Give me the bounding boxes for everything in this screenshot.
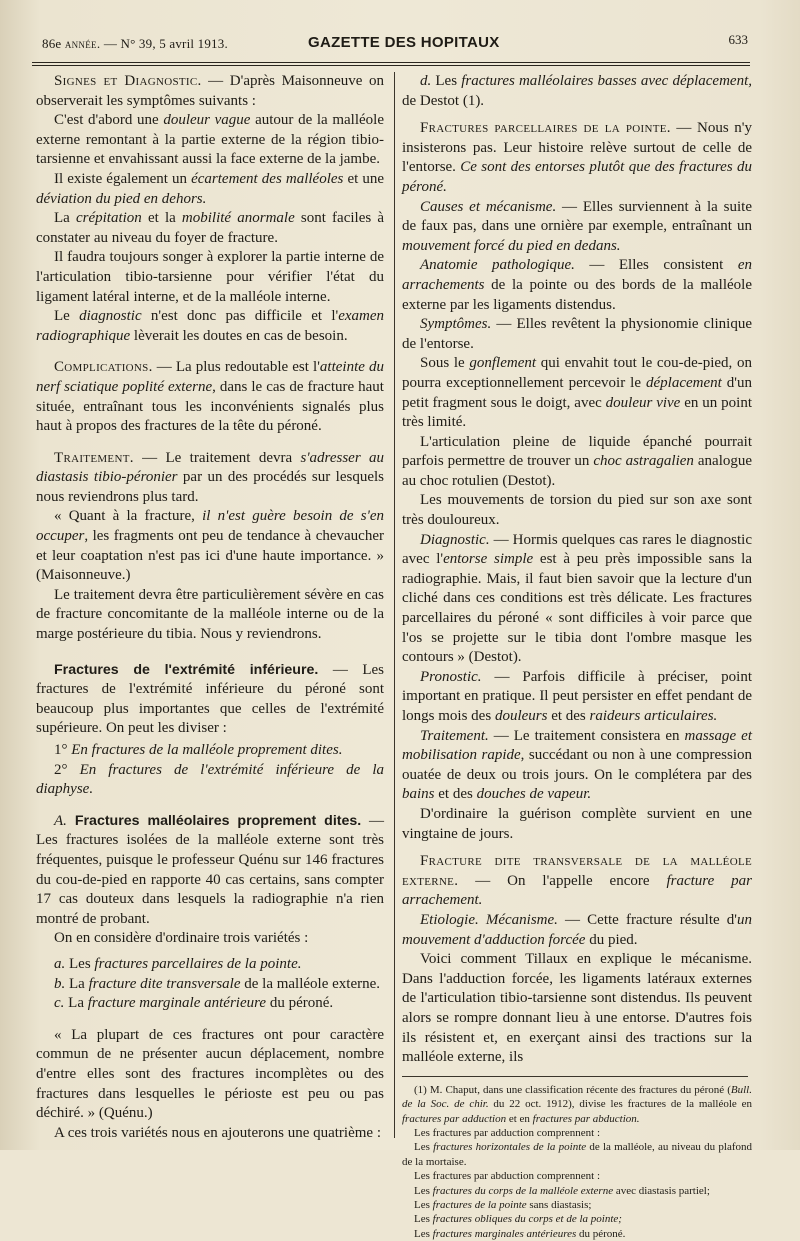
header-rule	[32, 62, 750, 63]
footnote-text: Les fractures par abduction comprennent :	[414, 1170, 601, 1183]
paragraph: Pronostic. — Parfois difficile à préciser, point important en pratique. Il peut persister en effet pendant de longs mois des douleurs et des raideurs articulaires.	[402, 668, 752, 724]
page-number: 633	[728, 32, 748, 47]
paragraph: L'articulation pleine de liquide épanché pourrait parfois permettre de trouver un choc astragalien analogue au choc rotulien (Destot).	[402, 433, 753, 489]
list-item: a. Les fractures parcellaires de la pointe.	[54, 955, 302, 972]
paragraph: Fractures de l'extrémité inférieure. — Les fractures de l'extrémité inférieure du péroné sont beaucoup plus importantes que celles de l'extrémité supérieure. On peut les diviser :	[36, 661, 384, 737]
list-item: 1° En fractures de la malléole proprement dites.	[54, 742, 343, 758]
footnote-text: Les fractures obliques du corps et de la pointe;	[414, 1213, 622, 1226]
column-divider	[394, 72, 395, 1138]
footnote-text: Les fractures horizontales de la pointe de la malléole, au niveau du plafond de la mortaise.	[402, 1141, 752, 1168]
paragraph: Le traitement devra être particulièrement sévère en cas de fracture concomitante de la malléole interne ou de la marge postérieure du tibia. Nous y reviendrons.	[36, 586, 384, 643]
section-heading: Fractures parcellaires de la pointe.	[420, 120, 671, 137]
paragraph: Voici comment Tillaux en explique le mécanisme. Dans l'adduction forcée, les ligaments latéraux externes de l'articulation tibio-tarsienne sont distendus. Ils peuvent alors se rompre donnant lieu à une entorse. D'autres fois ils résistent et, en exerçant ainsi des tractions sur la malléole externe, ils	[402, 951, 752, 1066]
footnote-text: Les fractures par adduction comprennent :	[414, 1126, 601, 1139]
left-column	[36, 72, 384, 1143]
paragraph: Symptômes. — Elles revêtent la physionomie clinique de l'entorse.	[402, 316, 752, 352]
footnote-text: Les fractures marginales antérieures du péroné.	[414, 1227, 626, 1240]
right-column	[402, 72, 752, 1241]
paragraph: On en considère d'ordinaire trois variétés :	[54, 930, 309, 947]
issue-number-date: — N° 39, 5 avril 1913.	[103, 36, 228, 51]
paragraph: Les mouvements de torsion du pied sur son axe sont très douloureux.	[402, 492, 752, 529]
annee-label: année.	[64, 36, 101, 51]
paragraph: Diagnostic. — Hormis quelques cas rares le diagnostic avec l'entorse simple est à peu près impossible sans la radiographie. Mais, il faut bien savoir que la lecture d'un cliché dans ces conditions est très délicate. Les fractures parcellaires du péroné « sont difficiles à voir parce que l'os se projette sur le tibia dont l'ombre masque les contours » (Destot).	[402, 531, 753, 666]
paragraph: A ces trois variétés nous en ajouterons une quatrième :	[54, 1124, 381, 1141]
list-item: 2° En fractures de l'extrémité inférieure de la diaphyse.	[36, 761, 384, 798]
footnote-rule	[402, 1076, 748, 1077]
paragraph: Traitement. — Le traitement consistera en massage et mobilisation rapide, succédant ou non à une compression ouatée de deux ou trois jours. On le complétera par des bains et des douches de vapeur.	[402, 727, 753, 803]
paragraph: Sous le gonflement qui envahit tout le cou-de-pied, on pourra exceptionnellement percevoir le déplacement d'un petit fragment sous le doigt, avec douleur vive en un point très limité.	[402, 355, 752, 431]
paragraph: Signes et Diagnostic. — D'après Maisonneuve on observerait les symptômes suivants :	[36, 73, 385, 109]
issue-info	[42, 36, 228, 52]
footnote-text: (1) M. Chaput, dans une classification récente des fractures du péroné (Bull. de la Soc. de chir. du 22 oct. 1912), divise les fractures de la malléole en fractures par adduction et en fractures par abduction.	[402, 1083, 752, 1125]
list-item: d. Les fractures malléolaires basses avec déplacement, de Destot (1).	[402, 73, 752, 109]
section-heading: Traitement.	[54, 449, 134, 466]
list-item: b. La fracture dite transversale de la malléole externe.	[54, 975, 381, 992]
paragraph: A. Fractures malléolaires proprement dites. — Les fractures isolées de la malléole externe sont très fréquentes, puisque le professeur Quénu sur 146 fractures du cou-de-pied en rapporte 40 cas certains, sans compter 17 cas douteux dans lesquels la radiographie n'a rien montré de probant.	[36, 812, 384, 927]
paragraph: Anatomie pathologique. — Elles consistent en arrachements de la pointe ou des bords de la malléole externe par les ligaments distendus.	[402, 257, 752, 313]
quotation: « Quant à la fracture, il n'est guère besoin de s'en occuper, les fragments ont peu de tendance à chevaucher et leur coaptation n'est pas ici d'une haute importance. » (Maisonneuve.)	[36, 508, 384, 584]
paragraph: Il faudra toujours songer à explorer la partie interne de l'articulation tibio-tarsienne pour vérifier l'état du ligament latéral interne, et de la malléole interne.	[36, 249, 384, 305]
paragraph: Complications. — La plus redoutable est l'atteinte du nerf sciatique poplité externe, dans le cas de fracture haut située, entraînant tous les inconvénients signalés plus haut à propos des fractures de la tête du péroné.	[36, 359, 384, 435]
paragraph: Fracture dite transversale de la malléole externe. — On l'appelle encore fracture par arrachement.	[402, 853, 752, 909]
paragraph: La crépitation et la mobilité anormale sont faciles à constater au niveau du foyer de fracture.	[36, 210, 384, 246]
header-rule-thin	[32, 65, 750, 66]
section-heading: Complications.	[54, 359, 153, 376]
section-heading: Fractures malléolaires proprement dites.	[66, 812, 362, 829]
paragraph: Traitement. — Le traitement devra s'adresser au diastasis tibio-péronier par un des procédés sur lesquels nous reviendrons plus tard.	[36, 449, 385, 505]
paragraph: Le diagnostic n'est donc pas difficile et l'examen radiographique lèverait les doutes en cas de besoin.	[36, 308, 385, 344]
volume-label: 86e	[42, 36, 62, 51]
footnote-text: Les fractures de la pointe sans diastasis;	[414, 1198, 592, 1211]
footnote-text: Les fractures du corps de la malléole externe avec diastasis partiel;	[414, 1184, 710, 1197]
footnote	[402, 1083, 752, 1241]
section-heading: Signes et Diagnostic.	[54, 73, 202, 89]
paragraph: D'ordinaire la guérison complète survient en une vingtaine de jours.	[402, 805, 752, 842]
section-heading: Fracture dite transversale de la malléole externe.	[402, 853, 752, 889]
paragraph: C'est d'abord une douleur vague autour de la malléole externe remontant à la partie externe de la région tibio-tarsienne et envahissant aussi la face externe de la jambe.	[36, 112, 384, 168]
paragraph: Il existe également un écartement des malléoles et une déviation du pied en dehors.	[36, 170, 385, 207]
paragraph: Etiologie. Mécanisme. — Cette fracture résulte d'un mouvement d'adduction forcée du pied.	[402, 911, 753, 948]
running-header	[28, 30, 754, 56]
quotation: « La plupart de ces fractures ont pour caractère commun de ne présenter aucun déplacement, nombre d'entre elles sont des fractures incomplètes ou des fractures dans lesquelles le périoste est peu ou pas déchiré. » (Quénu.)	[36, 1026, 384, 1122]
section-heading: Fractures de l'extrémité inférieure.	[54, 661, 319, 678]
paragraph: Fractures parcellaires de la pointe. — Nous n'y insisterons pas. Leur histoire relève surtout de celle de l'entorse. Ce sont des entorses plutôt que des fractures du péroné.	[402, 120, 753, 195]
list-item: c. La fracture marginale antérieure du péroné.	[54, 995, 334, 1012]
journal-title: GAZETTE DES HOPITAUX	[308, 34, 500, 51]
paragraph: Causes et mécanisme. — Elles surviennent à la suite de faux pas, dans une ornière par exemple, entraînant un mouvement forcé du pied en dedans.	[402, 198, 752, 254]
